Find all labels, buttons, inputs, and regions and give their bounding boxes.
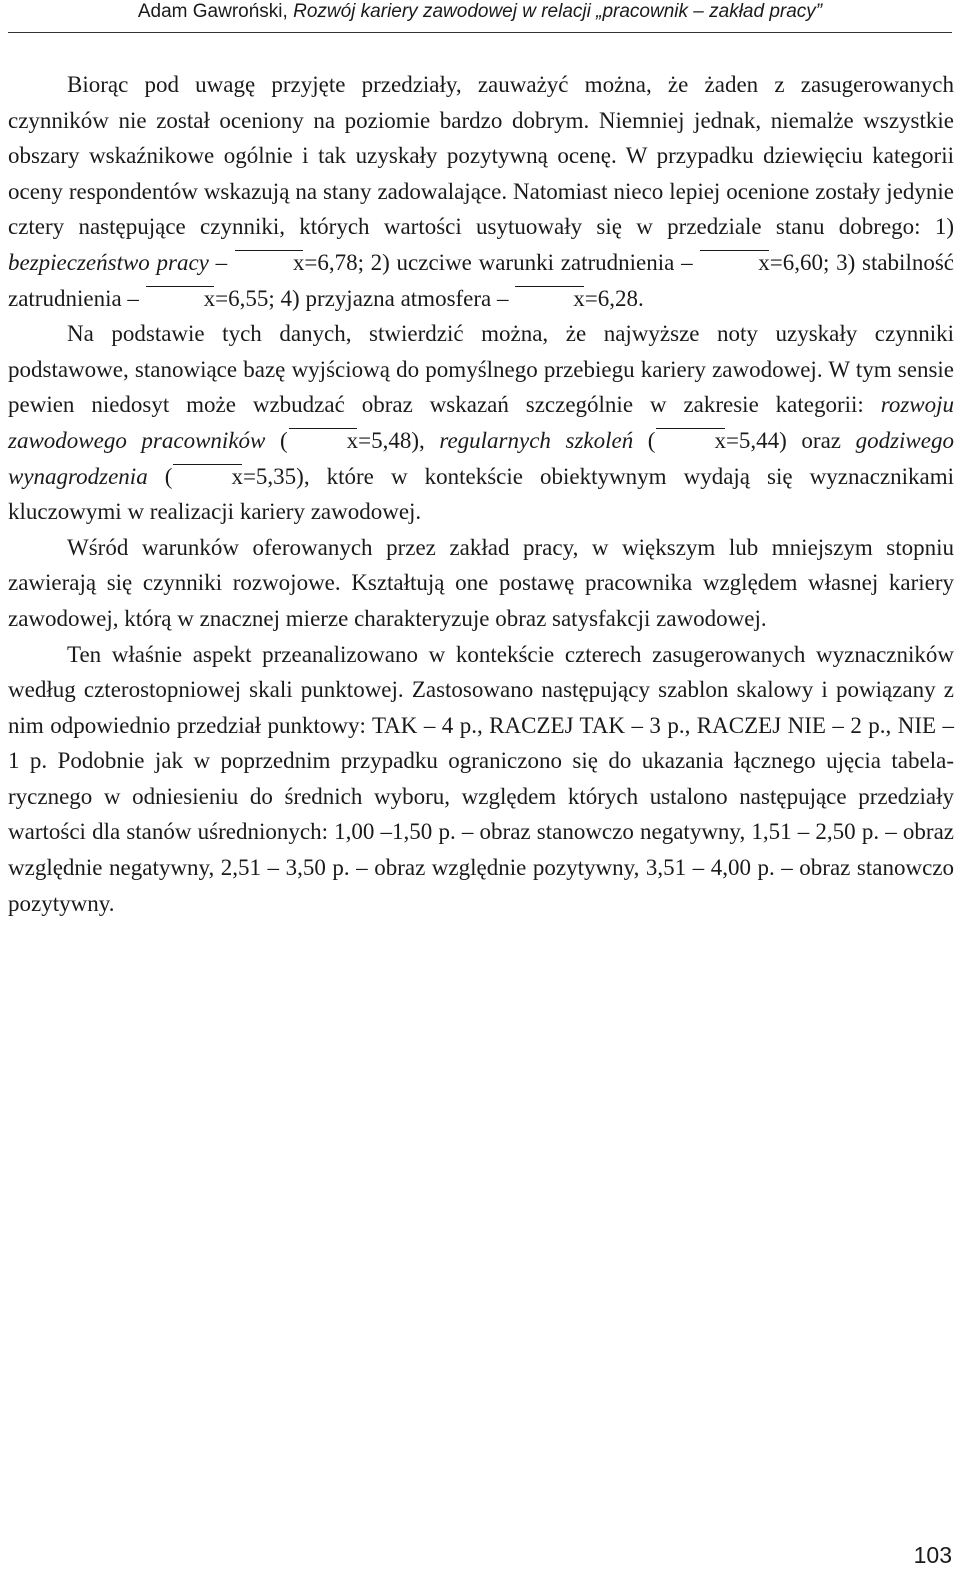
header-title: Rozwój kariery zawodowej w relacji „pracownik – zakład pracy”	[293, 1, 823, 22]
mean-symbol: x	[288, 423, 359, 459]
mean-symbol: x	[514, 281, 585, 317]
mean-symbol: x	[655, 423, 726, 459]
italic-term: godziwego wynagrodzenia	[8, 427, 954, 489]
running-header	[8, 0, 952, 33]
text-run: –	[208, 249, 234, 275]
mean-symbol: x	[699, 245, 770, 281]
text-run: Biorąc pod uwagę przyjęte przedziały, zauważyć można, że żaden z zasugerowanych czynników nie został oceniony na poziomie bardzo dobrym. Niemniej jednak, niemalże wszystkie obszary wskaźnikowe ogólnie i tak uzyskały pozytywną ocenę. W przypadku dziewięciu kategorii oceny respondentów wskazują na stany zadowalające. Natomiast nieco lepiej ocenione zostały jedynie cztery następujące czynniki, których wartości usytuowały się w przedziale stanu dobrego: 1)	[8, 72, 954, 240]
text-run: =6,55; 4) przyjazna atmosfera –	[215, 285, 515, 311]
text-run: =6,60; 3) stabilność zatrudnienia –	[8, 249, 954, 311]
mean-symbol: x	[145, 281, 216, 317]
text-run: (	[147, 463, 173, 489]
text-run: =6,28.	[584, 285, 644, 311]
paragraph-1	[8, 67, 954, 316]
italic-term: rozwoju zawodowego pracowników	[8, 392, 954, 453]
text-run: =5,48),	[358, 427, 440, 453]
header-author: Adam Gawroński,	[137, 1, 294, 22]
text-run: (	[265, 427, 288, 453]
body-text	[8, 67, 954, 921]
text-run: =5,35), które w kontekście obiektywnym wydają się wyznacznikami kluczowymi w realizacji kariery zawodowej.	[8, 463, 954, 525]
text-run: (	[633, 427, 656, 453]
paragraph-4: Ten właśnie aspekt przeanalizowano w kontekście czterech zasugerowanych wyznaczników według czterostopniowej skali punktowej. Zastosowano następujący szablon skalowy i powiązany z nim odpowiednio przedział punktowy: TAK – 4 p., RACZEJ TAK – 3 p., RACZEJ NIE – 2 p., NIE – 1 p. Podobnie jak w poprzednim przypadku ograniczono się do ukazania łącznego ujęcia tabelarycznego w odniesieniu do średnich wyboru, względem których ustalono następujące przedziały wartości dla stanów uśrednionych: 1,00 –1,50 p. – obraz stanowczo negatywny, 1,51 – 2,50 p. – obraz względnie negatywny, 2,51 – 3,50 p. – obraz względnie pozytywny, 3,51 – 4,00 p. – obraz stanowczo pozytywny.	[8, 641, 954, 916]
paragraph-3: Wśród warunków oferowanych przez zakład pracy, w większym lub mniejszym stopniu zawierają się czynniki rozwojowe. Kształtują one postawę pracownika względem własnej kariery zawodowej, którą w znacznej mierze charakteryzuje obraz satysfakcji zawodowej.	[8, 534, 954, 631]
page-number: 103	[913, 1542, 952, 1568]
mean-symbol: x	[172, 459, 243, 495]
italic-term: bezpieczeństwo pracy	[8, 249, 209, 275]
text-run: =6,78; 2) uczciwe warunki zatrudnienia –	[304, 249, 700, 275]
paragraph-2	[8, 316, 954, 530]
text-run: Na podstawie tych danych, stwierdzić można, że najwyższe noty uzyskały czynniki podstawowe, stanowiące bazę wyjściową do pomyślnego przebiegu kariery zawodowej. W tym sensie pewien niedosyt może wzbudzać obraz wskazań szczególnie w zakresie kategorii:	[8, 321, 954, 418]
mean-symbol: x	[234, 245, 305, 281]
text-run: =5,44) oraz	[725, 427, 856, 453]
italic-term: regularnych szkoleń	[439, 427, 634, 453]
